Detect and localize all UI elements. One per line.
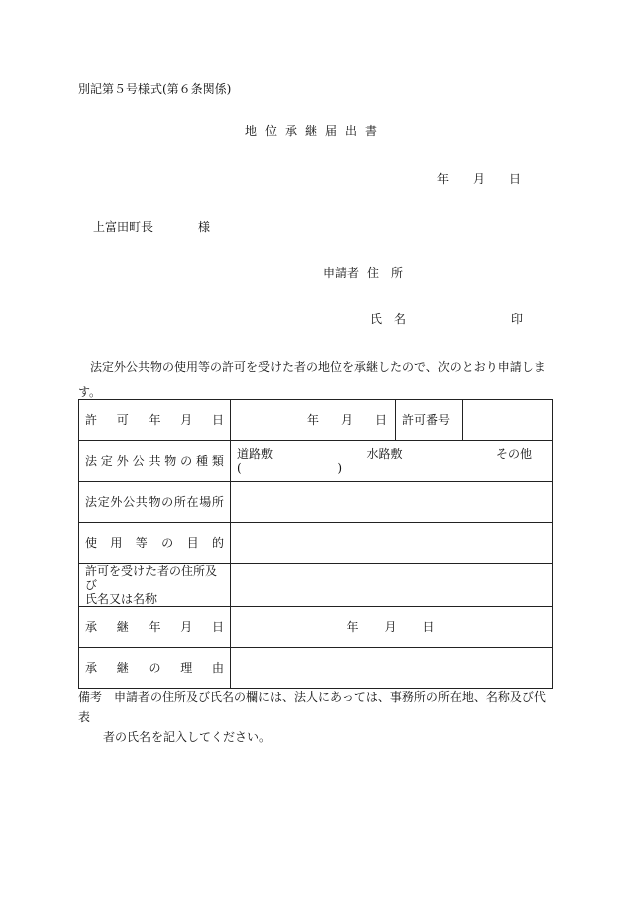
label-char: 公 [132,454,145,468]
label-char: 目 [186,536,199,550]
applicant-name [370,312,406,326]
label-char: 法 [85,495,98,509]
label-char: 日 [211,620,224,634]
label-char: 用 [110,536,123,550]
seal-mark: 印 [511,312,524,326]
label-char: 外 [110,495,123,509]
label-char: 共 [148,454,161,468]
address-label: 住 所 [367,266,404,280]
label-char: 物 [164,454,177,468]
label-char: 許 [85,413,98,427]
year-unit: 年 [306,413,319,427]
label-type [79,441,231,482]
succession-date-field[interactable] [231,607,553,648]
row-purpose [79,523,553,564]
label-char: 定 [97,495,110,509]
submission-date: 年 月 日 [437,172,522,186]
label-permit-holder [79,564,231,607]
label-char: 可 [116,413,129,427]
label-char: 物 [148,495,161,509]
label-char: 的 [211,536,224,550]
row-permit-holder [79,564,553,607]
label-char: 在 [186,495,199,509]
label-char: 月 [180,620,193,634]
label-char: 由 [211,661,224,675]
month-unit: 月 [340,413,353,427]
label-char: 定 [100,454,113,468]
label-reason [79,648,231,689]
label-purpose [79,523,231,564]
label-char: 使 [85,536,98,550]
application-table [78,399,553,689]
applicant-role: 申請者 [323,266,360,280]
label-char: 理 [180,661,193,675]
option-waterway: 水路敷 [366,447,403,461]
addressee-honorific: 様 [198,220,211,234]
remarks-line2: 者の氏名を記入してください。 [103,730,272,744]
month-unit: 月 [384,620,397,634]
addressee [93,220,210,234]
label-char: 承 [85,661,98,675]
year-unit: 年 [346,620,359,634]
label-char: の [148,661,161,675]
applicant-address [323,266,403,280]
holder-label-line1: 許可を受けた者の住所及び [85,564,218,592]
label-char: の [161,536,174,550]
label-char: 年 [148,620,161,634]
label-char: 場 [199,495,212,509]
row-permit-date [79,400,553,441]
option-road: 道路敷 [237,447,274,461]
paren-open: ( [237,461,242,475]
label-permit-number: 許可番号 [396,400,463,441]
purpose-field[interactable] [231,523,553,564]
label-char: 月 [180,413,193,427]
label-char: 外 [116,454,129,468]
label-char: 継 [116,661,129,675]
reason-field[interactable] [231,648,553,689]
statement-text: 法定外公共物の使用等の許可を受けた者の地位を承継したので、次のとおり申請します。 [78,360,546,399]
label-char: 所 [173,495,186,509]
type-field[interactable] [231,441,553,482]
label-char: 等 [135,536,148,550]
label-char: 所 [211,495,224,509]
permit-date-field[interactable] [231,400,396,441]
location-field[interactable] [231,482,553,523]
row-type [79,441,553,482]
form-label: 別記第５号様式(第６条関係) [78,82,232,96]
label-char: 類 [211,454,224,468]
document-title: 地位承継届出書 [244,124,385,138]
permit-number-field[interactable] [463,400,553,441]
row-reason [79,648,553,689]
label-char: 承 [85,620,98,634]
label-char: 公 [123,495,136,509]
label-char: 継 [116,620,129,634]
label-char: の [161,495,174,509]
option-other: その他 [495,447,532,461]
label-permit-date [79,400,231,441]
remarks [78,687,552,747]
label-char: の [180,454,193,468]
row-location [79,482,553,523]
permit-holder-field[interactable] [231,564,553,607]
paren-close: ) [337,461,342,475]
day-unit: 日 [374,413,387,427]
holder-label-line2: 氏名又は名称 [85,592,158,606]
label-char: 種 [196,454,209,468]
addressee-name: 上富田町長 [93,220,154,234]
row-succession-date [79,607,553,648]
remarks-line1: 備考 申請者の住所及び氏名の欄には、法人にあっては、事務所の所在地、名称及び代表 [78,690,546,724]
label-char: 法 [85,454,98,468]
label-location [79,482,231,523]
label-succession-date [79,607,231,648]
label-char: 年 [148,413,161,427]
day-unit: 日 [422,620,435,634]
label-char: 共 [135,495,148,509]
label-char: 日 [211,413,224,427]
name-label: 氏 名 [370,312,407,326]
